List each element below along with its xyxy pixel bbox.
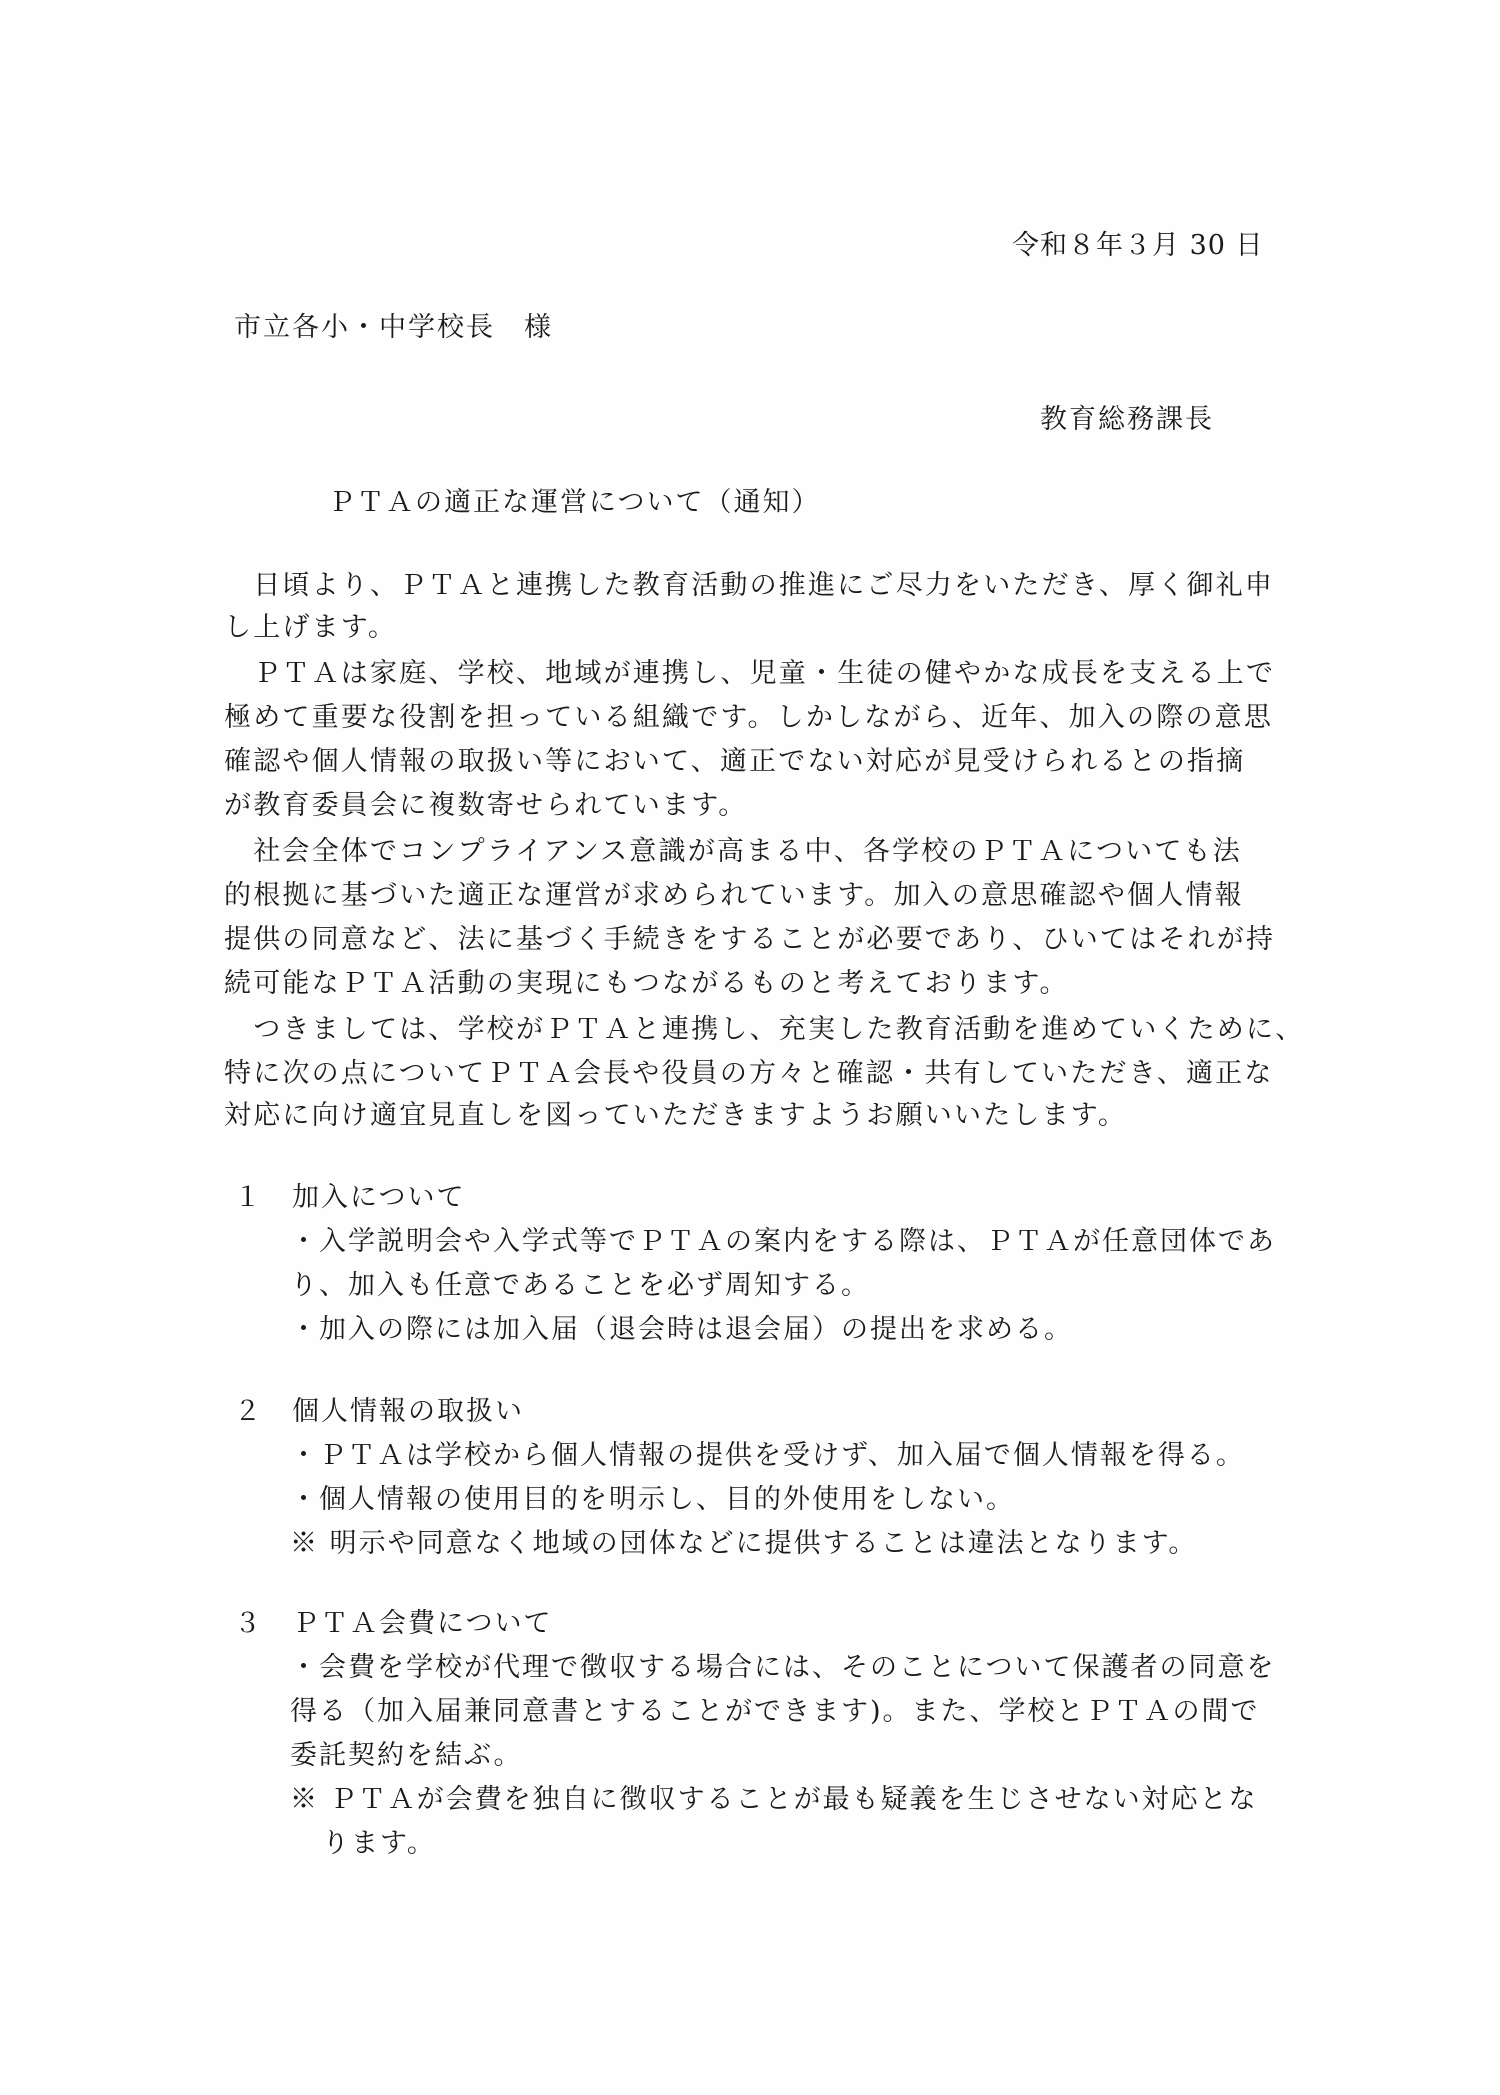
section-heading-fees: ３ ＰＴＡ会費について	[234, 1608, 553, 1639]
section-line: 得る（加入届兼同意書とすることができます)。また、学校とＰＴＡの間で	[290, 1696, 1260, 1727]
section-line: ・個人情報の使用目的を明示し、目的外使用をしない。	[290, 1484, 1015, 1515]
body-line: 日頃より、ＰＴＡと連携した教育活動の推進にご尽力をいただき、厚く御礼申	[224, 570, 1275, 601]
body-line: 対応に向け適宜見直しを図っていただきますようお願いいたします。	[224, 1100, 1128, 1131]
section-line: り、加入も任意であることを必ず周知する。	[290, 1270, 870, 1301]
section-heading-personal-info: ２ 個人情報の取扱い	[234, 1396, 524, 1427]
section-note: ※ 明示や同意なく地域の団体などに提供することは違法となります。	[290, 1528, 1198, 1559]
body-line: が教育委員会に複数寄せられています。	[224, 790, 748, 821]
body-line: 極めて重要な役割を担っている組織です。しかしながら、近年、加入の際の意思	[224, 702, 1274, 733]
section-line: 委託契約を結ぶ。	[290, 1740, 523, 1771]
body-line: し上げます。	[224, 612, 398, 643]
body-line: 続可能なＰＴＡ活動の実現にもつながるものと考えております。	[224, 968, 1069, 999]
section-line: ・ＰＴＡは学校から個人情報の提供を受けず、加入届で個人情報を得る。	[290, 1440, 1245, 1471]
section-note: ※ ＰＴＡが会費を独自に徴収することが最も疑義を生じさせない対応とな	[290, 1784, 1258, 1815]
document-title: ＰＴＡの適正な運営について（通知）	[328, 487, 821, 518]
body-line: 特に次の点についてＰＴＡ会長や役員の方々と確認・共有していただき、適正な	[224, 1058, 1274, 1089]
body-line: 提供の同意など、法に基づく手続きをすることが必要であり、ひいてはそれが持	[224, 924, 1276, 955]
section-line: ・入学説明会や入学式等でＰＴＡの案内をする際は、ＰＴＡが任意団体であ	[290, 1226, 1276, 1257]
section-note: ります。	[322, 1828, 436, 1859]
section-line: ・会費を学校が代理で徴収する場合には、そのことについて保護者の同意を	[290, 1652, 1276, 1683]
section-heading-membership: １ 加入について	[234, 1182, 466, 1213]
body-line: 確認や個人情報の取扱い等において、適正でない対応が見受けられるとの指摘	[224, 746, 1246, 777]
document-date: 令和８年３月 30 日	[1012, 230, 1264, 261]
section-line: ・加入の際には加入届（退会時は退会届）の提出を求める。	[290, 1314, 1073, 1345]
body-line: つきましては、学校がＰＴＡと連携し、充実した教育活動を進めていくために、	[224, 1014, 1305, 1045]
body-line: ＰＴＡは家庭、学校、地域が連携し、児童・生徒の健やかな成長を支える上で	[224, 658, 1276, 689]
sender: 教育総務課長	[1040, 404, 1214, 435]
addressee: 市立各小・中学校長 様	[234, 312, 553, 343]
body-line: 社会全体でコンプライアンス意識が高まる中、各学校のＰＴＡについても法	[224, 836, 1242, 867]
body-line: 的根拠に基づいた適正な運営が求められています。加入の意思確認や個人情報	[224, 880, 1244, 911]
